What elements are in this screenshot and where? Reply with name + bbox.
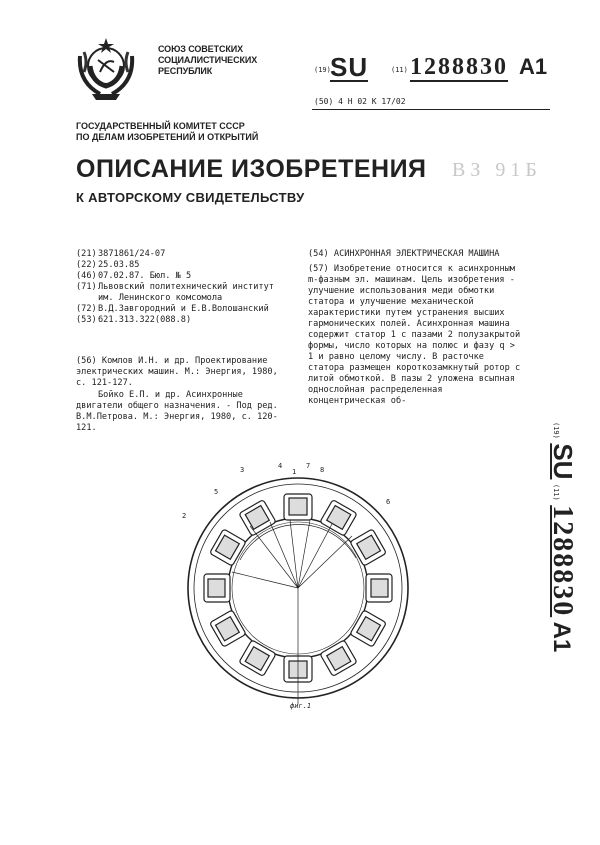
code-11: (11) — [391, 66, 408, 74]
svg-text:фиг.1: фиг.1 — [290, 702, 312, 710]
union-name: СОЮЗ СОВЕТСКИХ СОЦИАЛИСТИЧЕСКИХ РЕСПУБЛИК — [158, 44, 258, 76]
bibliographic-data — [76, 249, 291, 326]
ipc-class: (50) 4 Н 02 К 17/02 — [314, 97, 406, 106]
svg-text:1: 1 — [292, 468, 297, 476]
references — [76, 356, 291, 434]
svg-text:6: 6 — [386, 498, 391, 506]
svg-text:ВЗ 91Б: ВЗ 91Б — [452, 159, 542, 181]
side-patent-number: (19) SU (11) 1288830 A1 — [547, 422, 578, 653]
bib-row: (22) 25.03.85 — [76, 260, 140, 270]
svg-text:2: 2 — [182, 512, 187, 520]
motor-cross-section-figure — [160, 460, 450, 720]
code-19: (19) — [314, 66, 331, 74]
document-subtitle: К АВТОРСКОМУ СВИДЕТЕЛЬСТВУ — [76, 190, 305, 205]
ussr-emblem — [70, 32, 142, 104]
document-title: ОПИСАНИЕ ИЗОБРЕТЕНИЯ — [76, 155, 427, 183]
reference-item: (56) Комлов И.Н. и др. Проектирование электрических машин. М.: Энергия, 1980, с. 121-127. — [76, 356, 278, 389]
patent-number: 1288830 — [410, 54, 508, 80]
svg-text:4: 4 — [278, 462, 283, 470]
abstract-text: (57) Изобретение относится к асинхронным m-фазным эл. машинам. Цель изобретения - улучшение использования меди обмотки статора и улучшение механической характеристики путем устранения высших гармонических полей. Асинхронная машина содержит статор 1 с пазами 2 полузакрытой формы, число которых на полюс и фазу q > 1 и равно целому числу. В расточке статора размещен короткозамкнутый ротор с литой обмоткой. В пазы 2 уложена всыпная однослойная распределенная концентрическая об- — [308, 264, 521, 406]
kind-code: A1 — [519, 54, 548, 79]
invention-title: (54) АСИНХРОННАЯ ЭЛЕКТРИЧЕСКАЯ МАШИНА — [308, 249, 500, 259]
bib-row: (21) 3871861/24-07 — [76, 249, 166, 259]
country-code: SU — [330, 52, 369, 82]
svg-text:3: 3 — [240, 466, 245, 474]
bib-row: (46) 07.02.87. Бюл. № 5 — [76, 271, 192, 281]
abstract — [308, 249, 521, 407]
bib-row: (53) 621.313.322(088.8) — [76, 315, 192, 325]
committee: ГОСУДАРСТВЕННЫЙ КОМИТЕТ СССР ПО ДЕЛАМ ИЗОБРЕТЕНИЙ И ОТКРЫТИЙ — [76, 121, 259, 142]
svg-text:7: 7 — [306, 462, 311, 470]
svg-text:5: 5 — [214, 488, 219, 496]
svg-text:8: 8 — [320, 466, 325, 474]
faded-stamp — [448, 150, 562, 190]
reference-item: Бойко Е.П. и др. Асинхронные двигатели общего назначения. - Под ред. В.М.Петрова. М.: Энергия, 1980, с. 120-121. — [76, 389, 278, 434]
bib-row: (72) В.Д.Завгородний и Е.В.Волошанский — [76, 304, 269, 314]
bib-row: (71) Львовский политехнический институт им. Ленинского комсомола — [76, 282, 274, 303]
ipc-underline — [312, 109, 550, 110]
